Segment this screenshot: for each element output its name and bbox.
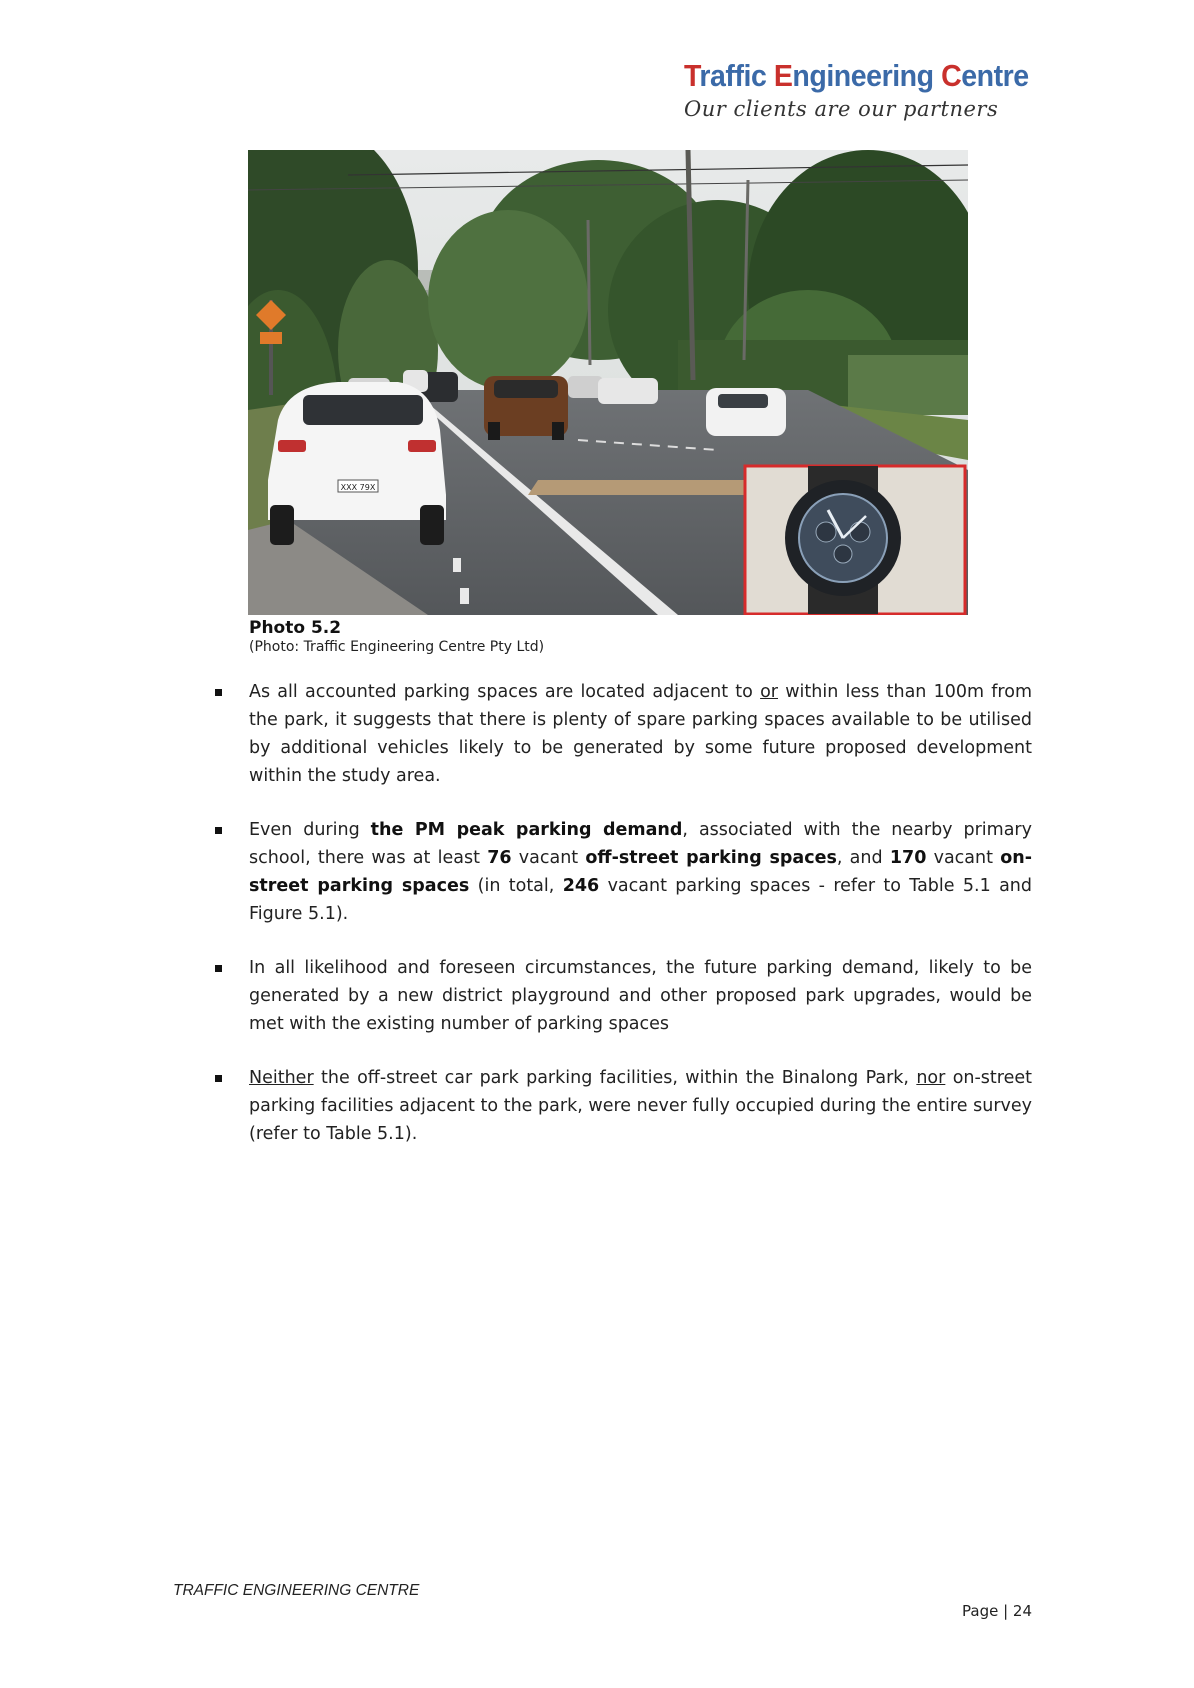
street-photo <box>248 150 968 615</box>
brand-name <box>684 58 1029 94</box>
bullet-text: In all likelihood and foreseen circumstances, the future parking demand, likely to be generated by a new district playground and other proposed park upgrades, would be met with the existing number of parking spaces <box>249 958 1032 1034</box>
bullet-item <box>210 816 1032 928</box>
bullet-marker-icon <box>215 827 222 834</box>
photo-caption <box>249 618 544 655</box>
bullet-marker-icon <box>215 965 222 972</box>
brand-initial-c: C <box>941 58 962 93</box>
watch-inset <box>745 466 965 614</box>
bold-text: 170 <box>889 848 927 868</box>
bullet-marker-icon <box>215 689 222 696</box>
bullet-text: (in total, <box>469 876 563 896</box>
bullet-text: the off-street car park parking facilities, within the Binalong Park, <box>313 1068 917 1088</box>
footer-company: TRAFFIC ENGINEERING CENTRE <box>173 1582 420 1599</box>
underlined-text: or <box>760 682 778 702</box>
underlined-text: nor <box>916 1068 946 1088</box>
bullet-item <box>210 678 1032 790</box>
bullet-item <box>210 1064 1032 1148</box>
bullet-text: vacant <box>511 848 586 868</box>
bold-text: 76 <box>487 848 512 868</box>
bullet-text: Even during <box>249 820 371 840</box>
bold-text: the PM peak parking demand <box>370 820 683 840</box>
brand-word-traffic: raffic <box>699 58 774 93</box>
photo-caption-credit: (Photo: Traffic Engineering Centre Pty Ltd) <box>249 639 545 655</box>
bullet-text: vacant parking spaces - refer to Table 5.1 and Figure 5.1). <box>249 876 1032 924</box>
bullet-text: within less than 100m from the park, it suggests that there is plenty of spare parking spaces available to be utilised by additional vehicles likely to be generated by some future proposed development within the study area. <box>249 682 1032 786</box>
bullet-marker-icon <box>215 1075 222 1082</box>
bold-text: off-street parking spaces <box>585 848 837 868</box>
brand-initial-t: T <box>684 58 700 93</box>
brand-logo <box>654 58 1029 121</box>
bullet-item <box>210 954 1032 1038</box>
bullet-text: on-street parking facilities adjacent to the park, were never fully occupied during the entire survey (refer to Table 5.1). <box>249 1068 1032 1144</box>
findings-list <box>210 678 1032 1174</box>
bullet-text: As all accounted parking spaces are located adjacent to <box>249 682 761 702</box>
bullet-text: vacant <box>926 848 1001 868</box>
brand-tagline: Our clients are our partners <box>684 97 999 121</box>
bullet-text: , associated with the nearby primary school, there was at least <box>249 820 1032 868</box>
photo-caption-title: Photo 5.2 <box>249 618 342 638</box>
license-plate-text: XXX 79X <box>340 483 376 492</box>
bold-text: 246 <box>562 876 600 896</box>
brand-initial-e: E <box>773 58 793 93</box>
footer-page-number: Page | 24 <box>962 1602 1032 1620</box>
brand-word-engineering: ngineering <box>792 58 942 93</box>
underlined-text: Neither <box>249 1068 314 1088</box>
bullet-text: , and <box>836 848 890 868</box>
bold-text: on-street parking spaces <box>249 848 1032 896</box>
brand-word-centre: entre <box>961 58 1029 93</box>
